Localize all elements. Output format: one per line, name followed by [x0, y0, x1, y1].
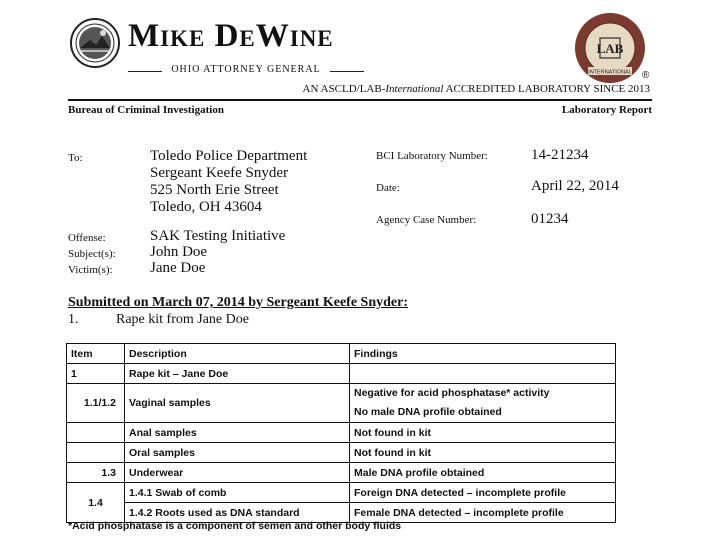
description-cell: 1.4.2 Roots used as DNA standard — [125, 503, 350, 523]
subject-value: John Doe — [150, 244, 208, 260]
lab-number-value: 14-21234 — [531, 147, 589, 163]
item-cell: 1.3 — [67, 463, 125, 483]
description-cell: Underwear — [125, 463, 350, 483]
submitted-item-text: Rape kit from Jane Doe — [116, 312, 249, 327]
findings-cell: Female DNA detected – incomplete profile — [350, 503, 616, 523]
date-value: April 22, 2014 — [531, 178, 619, 194]
victim-label: Victim(s): — [68, 264, 113, 276]
submission-heading: Submitted on March 07, 2014 by Sergeant Keefe Snyder: — [68, 295, 408, 310]
findings-cell: Not found in kit — [350, 443, 616, 463]
ascld-lab-international-logo — [574, 12, 646, 84]
bureau-name: Bureau of Criminal Investigation — [68, 104, 224, 116]
column-header-findings: Findings — [350, 344, 616, 364]
finding-line: No male DNA profile obtained — [354, 406, 502, 418]
to-line: Toledo Police Department — [150, 148, 308, 164]
report-type: Laboratory Report — [561, 104, 652, 116]
item-cell — [67, 443, 125, 463]
item-cell: 1 — [67, 364, 125, 384]
to-line: Toledo, OH 43604 — [150, 199, 262, 215]
item-cell: 1.1/1.2 — [67, 384, 125, 423]
table-row — [67, 443, 616, 463]
table-row — [67, 384, 616, 423]
description-cell: Vaginal samples — [125, 384, 350, 423]
findings-table — [66, 343, 616, 523]
subject-label: Subject(s): — [68, 248, 116, 260]
findings-cell — [350, 364, 616, 384]
table-row — [67, 364, 616, 384]
item-cell: 1.4 — [67, 483, 125, 523]
description-cell: Anal samples — [125, 423, 350, 443]
registered-mark: ® — [642, 70, 650, 81]
header-rule — [68, 99, 652, 101]
findings-cell — [350, 384, 616, 423]
attorney-general-title: OHIO ATTORNEY GENERAL — [128, 64, 364, 78]
agency-case-label: Agency Case Number: — [376, 214, 477, 226]
description-cell: 1.4.1 Swab of comb — [125, 483, 350, 503]
agency-case-value: 01234 — [531, 211, 569, 227]
column-header-item: Item — [67, 344, 125, 364]
submitted-item-number: 1. — [68, 312, 79, 327]
to-line: 525 North Erie Street — [150, 182, 279, 198]
item-cell — [67, 423, 125, 443]
table-row — [67, 423, 616, 443]
offense-value: SAK Testing Initiative — [150, 228, 286, 244]
victim-value: Jane Doe — [150, 260, 206, 276]
table-row — [67, 463, 616, 483]
table-row — [67, 483, 616, 503]
accreditation-line: AN ASCLD/LAB-International ACCREDITED LABORATORY SINCE 2013 — [302, 83, 650, 95]
to-line: Sergeant Keefe Snyder — [150, 165, 289, 181]
date-label: Date: — [376, 182, 400, 194]
offense-label: Offense: — [68, 232, 106, 244]
findings-cell: Foreign DNA detected – incomplete profile — [350, 483, 616, 503]
ohio-seal-icon — [70, 18, 120, 68]
to-address — [150, 148, 307, 216]
findings-cell: Not found in kit — [350, 423, 616, 443]
description-cell: Rape kit – Jane Doe — [125, 364, 350, 384]
table-header-row — [67, 344, 616, 364]
lab-logo-banner: INTERNATIONAL — [588, 69, 632, 76]
footnote: *Acid phosphatase is a component of semen and other body fluids — [68, 520, 402, 532]
description-cell: Oral samples — [125, 443, 350, 463]
to-label: To: — [68, 152, 83, 164]
finding-line: Negative for acid phosphatase* activity — [354, 387, 550, 399]
lab-logo-text: LAB — [596, 41, 624, 56]
attorney-general-name: Mike DeWine — [128, 18, 334, 54]
lab-number-label: BCI Laboratory Number: — [376, 150, 488, 162]
findings-cell: Male DNA profile obtained — [350, 463, 616, 483]
column-header-description: Description — [125, 344, 350, 364]
